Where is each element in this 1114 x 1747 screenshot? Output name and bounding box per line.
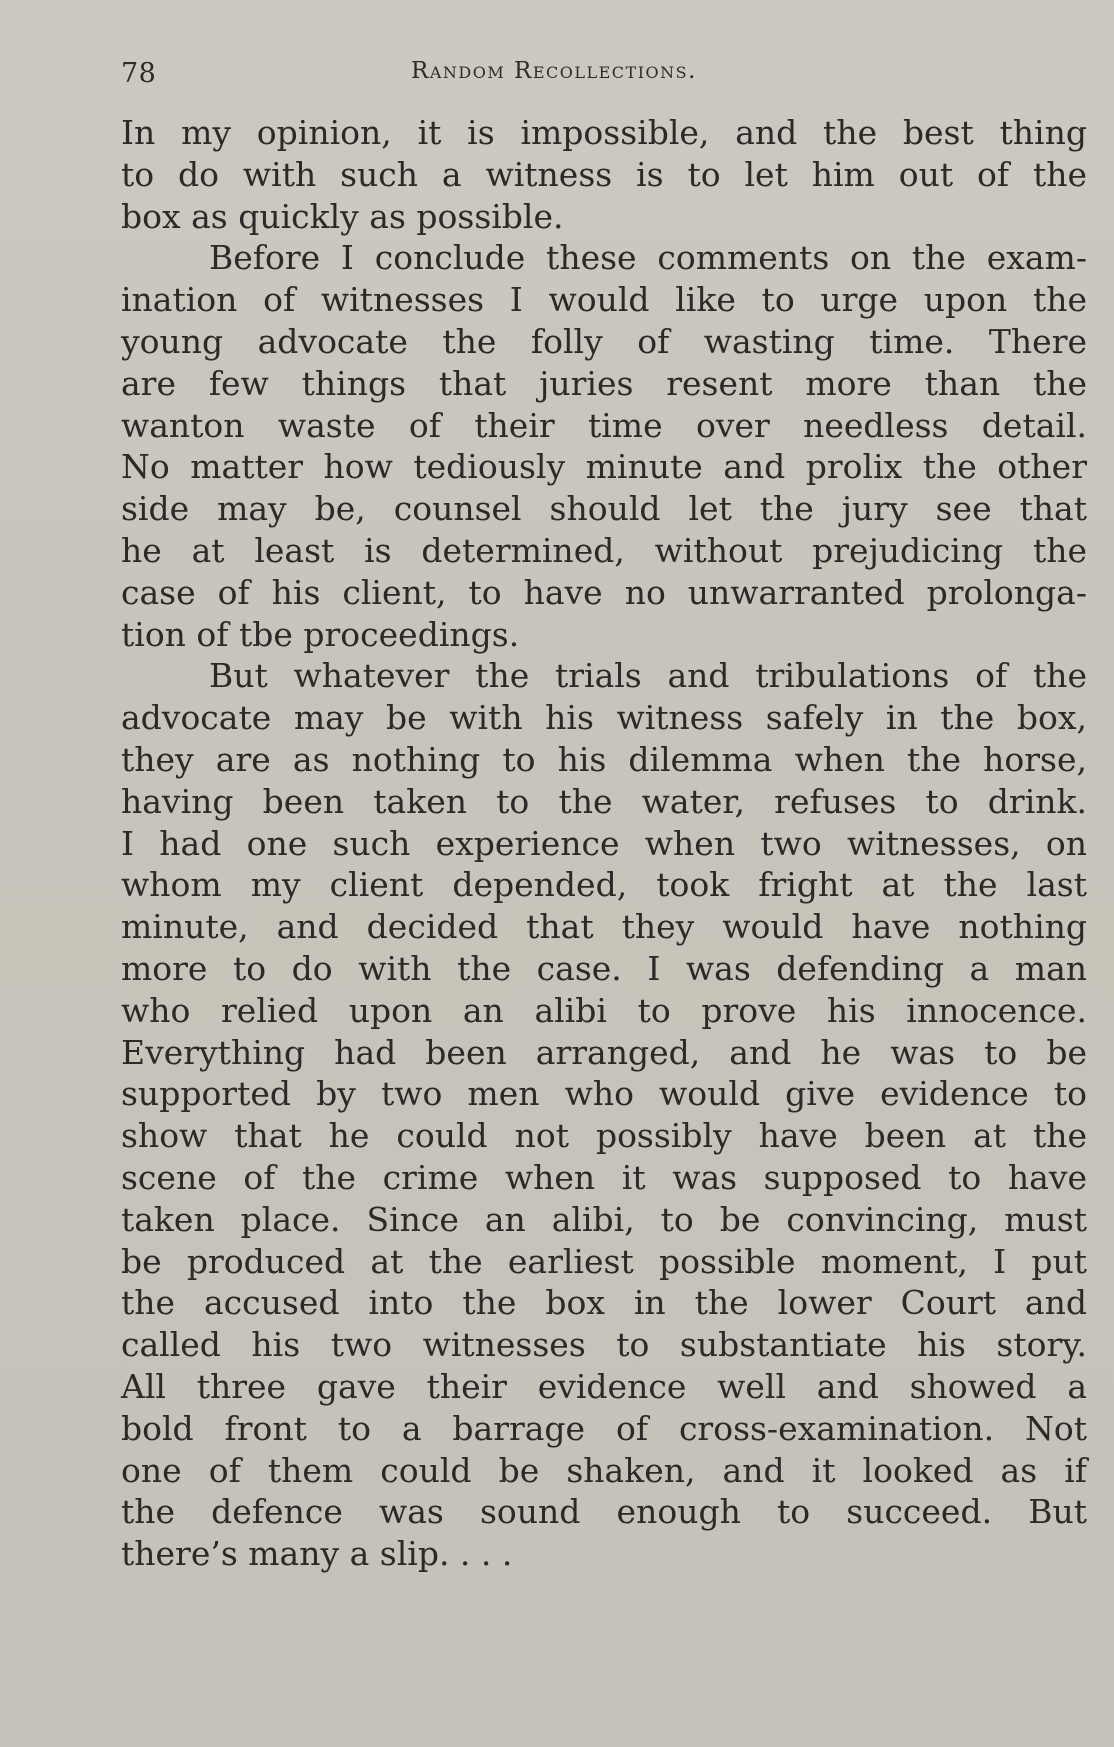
text-line: whom my client depended, took fright at the last bbox=[121, 865, 1087, 905]
text-line: are few things that juries resent more than the bbox=[121, 363, 1087, 403]
text-line: minute, and decided that they would have nothing bbox=[121, 907, 1087, 947]
text-line: supported by two men who would give evidence to bbox=[121, 1074, 1087, 1114]
text-line: who relied upon an alibi to prove his innocence. bbox=[121, 990, 1087, 1030]
text-line: one of them could be shaken, and it looked as if bbox=[121, 1450, 1087, 1490]
paragraph bbox=[121, 112, 1087, 237]
paragraph bbox=[121, 237, 1087, 655]
text-line: scene of the crime when it was supposed to have bbox=[121, 1157, 1087, 1197]
text-line: called his two witnesses to substantiate his story. bbox=[121, 1325, 1087, 1365]
text-line: All three gave their evidence well and showed a bbox=[121, 1366, 1087, 1406]
text-line: to do with such a witness is to let him out of the bbox=[121, 154, 1087, 194]
text-line: ination of witnesses I would like to urge upon the bbox=[121, 280, 1087, 320]
running-head: Random Recollections. bbox=[411, 58, 697, 84]
text-line: Before I conclude these comments on the exam- bbox=[209, 238, 1087, 278]
paragraph bbox=[121, 655, 1087, 1575]
text-line: young advocate the folly of wasting time. There bbox=[121, 321, 1087, 361]
text-line: In my opinion, it is impossible, and the best thing bbox=[121, 113, 1087, 152]
text-line: But whatever the trials and tribulations of the bbox=[209, 656, 1087, 696]
text-line: more to do with the case. I was defending a man bbox=[121, 948, 1087, 988]
text-line: I had one such experience when two witnesses, on bbox=[121, 823, 1087, 863]
text-line: there’s many a slip. . . . bbox=[121, 1534, 513, 1574]
text-line: Everything had been arranged, and he was to be bbox=[121, 1032, 1087, 1072]
text-line: he at least is determined, without prejudicing the bbox=[121, 530, 1087, 570]
text-line: wanton waste of their time over needless detail. bbox=[121, 405, 1087, 445]
text-line: tion of tbe proceedings. bbox=[121, 614, 520, 654]
text-line: they are as nothing to his dilemma when the horse, bbox=[121, 739, 1087, 779]
text-line: box as quickly as possible. bbox=[121, 196, 564, 236]
text-line: bold front to a barrage of cross-examination. Not bbox=[121, 1408, 1087, 1448]
text-line: having been taken to the water, refuses to drink. bbox=[121, 781, 1087, 821]
body-text bbox=[121, 112, 1087, 1575]
text-line: be produced at the earliest possible moment, I put bbox=[121, 1241, 1087, 1281]
text-line: advocate may be with his witness safely in the box, bbox=[121, 698, 1087, 738]
page-number: 78 bbox=[121, 58, 157, 89]
text-line: the defence was sound enough to succeed. But bbox=[121, 1492, 1087, 1532]
text-line: No matter how tediously minute and prolix the other bbox=[121, 447, 1087, 487]
page-header bbox=[121, 58, 1087, 98]
text-line: taken place. Since an alibi, to be convincing, must bbox=[121, 1199, 1087, 1239]
text-line: case of his client, to have no unwarranted prolonga- bbox=[121, 572, 1087, 612]
text-line: show that he could not possibly have been at the bbox=[121, 1116, 1087, 1156]
text-line: side may be, counsel should let the jury see that bbox=[121, 489, 1087, 529]
text-line: the accused into the box in the lower Court and bbox=[121, 1283, 1087, 1323]
